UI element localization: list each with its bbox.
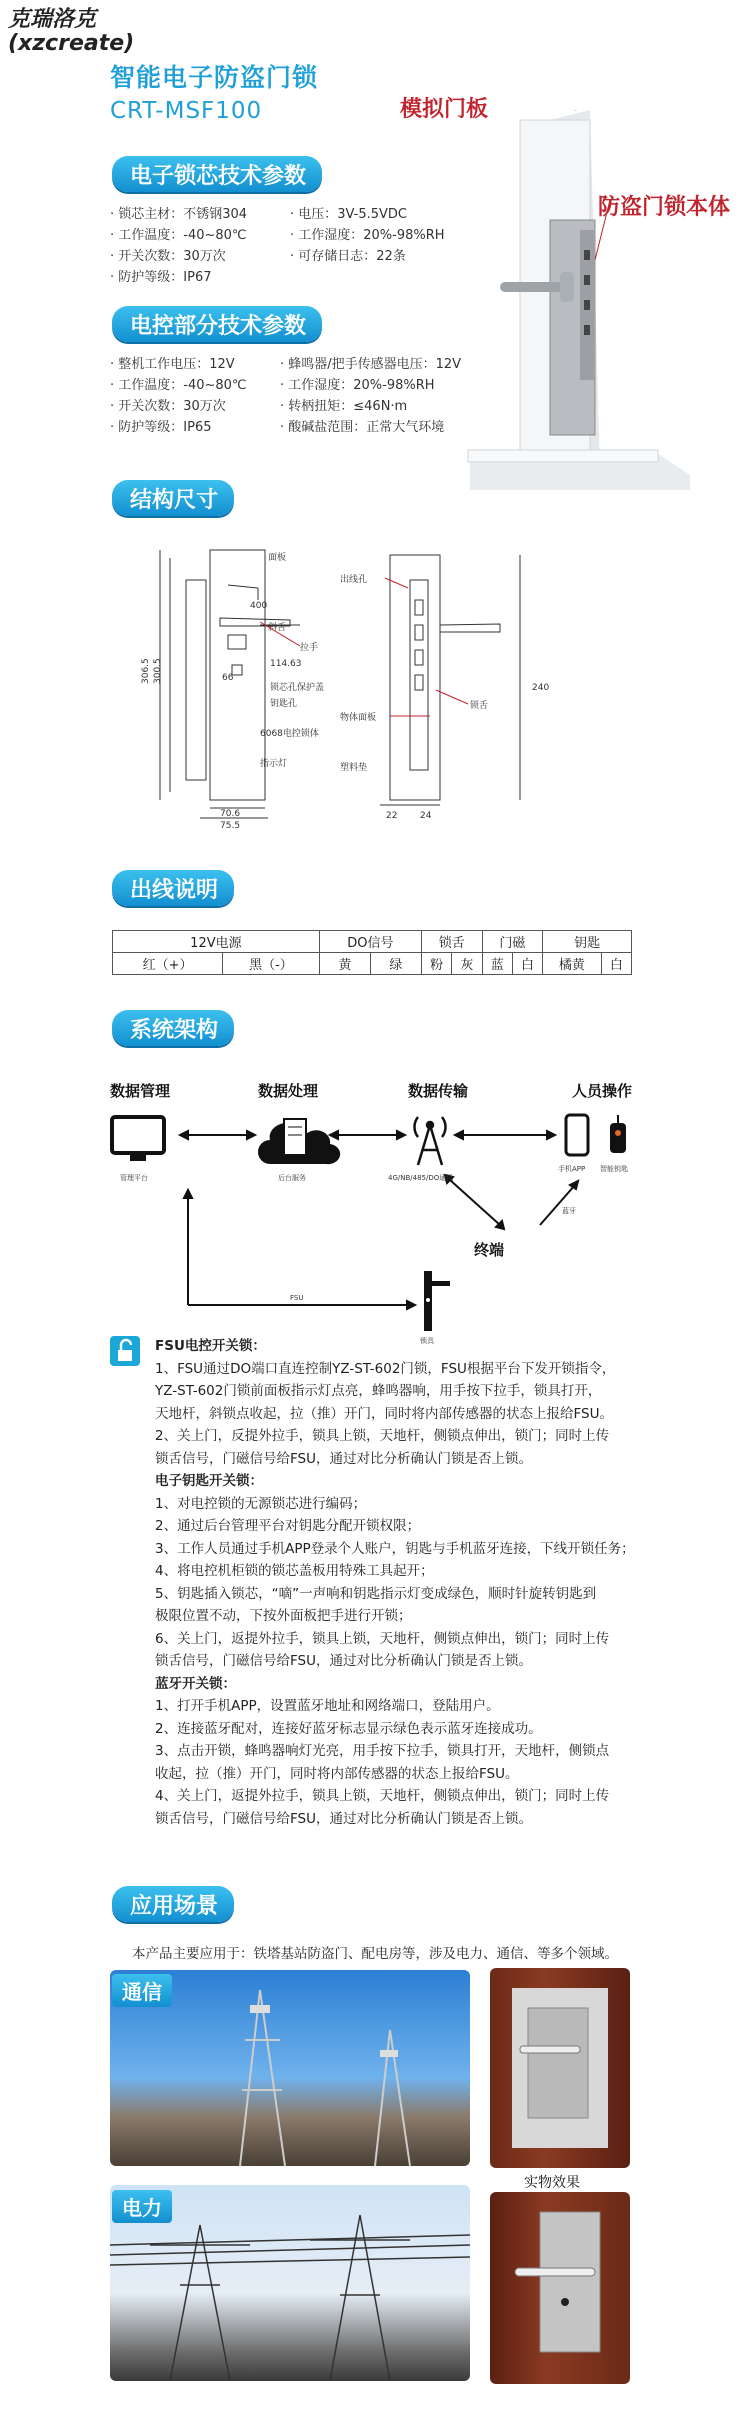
arch-col-data-proc: 数据处理 (258, 1082, 319, 1100)
spec-item: · 电压：3V-5.5VDC (290, 207, 408, 222)
table-cell: 蓝 (482, 953, 512, 975)
section-structure-heading: 结构尺寸 (112, 480, 234, 516)
arch-terminal-label: 终端 (474, 1241, 505, 1259)
spec-item: · 可存储日志：22条 (290, 249, 406, 264)
phone-icon (566, 1115, 588, 1155)
spec-item: · 酸碱盐范围：正常大气环境 (280, 420, 445, 435)
dim-label: 物体面板 (340, 713, 377, 723)
dim-label: 6068电控锁体 (260, 729, 319, 739)
control-specs-right (280, 354, 461, 438)
text-line: 5、钥匙插入锁芯，“嘀”一声响和钥匙指示灯变成绿色，顺时针旋转钥匙到 (155, 1585, 597, 1602)
arch-sub-label: 智能钥匙 (600, 1165, 628, 1173)
dimension-drawing (140, 540, 610, 830)
table-cell: 黄 (319, 953, 370, 975)
instructions (155, 1335, 715, 1830)
dim-label: 400 (250, 601, 268, 611)
dim-label: 240 (532, 683, 550, 693)
product-model: CRT-MSF100 (110, 98, 263, 124)
table-row (113, 931, 632, 953)
effect-caption: 实物效果 (524, 2175, 580, 2191)
text-line: 3、工作人员通过手机APP登录个人账户，钥匙与手机蓝牙连接，下线开锁任务； (155, 1540, 635, 1557)
table-header: 钥匙 (543, 931, 632, 953)
scene-intro: 本产品主要应用于：铁塔基站防盗门、配电房等，涉及电力、通信、等多个领域。 (132, 1946, 618, 1962)
core-specs-left (110, 204, 247, 288)
table-header: 锁舌 (421, 931, 482, 953)
lock-terminal-icon (424, 1271, 450, 1331)
dim-label: 75.5 (220, 821, 241, 830)
dim-label: 306.5 (141, 658, 151, 684)
arch-sub-label: 后台服务 (278, 1174, 306, 1182)
text-line: 2、关上门，反提外拉手，锁具上锁，天地杆，侧锁点伸出，锁门；同时上传 (155, 1428, 610, 1444)
brand-latin: (xzcreate) (8, 31, 135, 56)
arch-bt-label: 蓝牙 (562, 1207, 576, 1215)
dim-label: 22 (386, 811, 398, 821)
arch-sub-label: 手机APP (558, 1165, 586, 1173)
door-label: 模拟门板 (400, 97, 489, 122)
key-fob-icon (610, 1115, 626, 1153)
section-arch-heading: 系统架构 (112, 1010, 234, 1046)
spec-item: · 蜂鸣器/把手传感器电压：12V (280, 357, 462, 372)
wiring-table (112, 930, 632, 975)
table-cell: 白 (512, 953, 542, 975)
spec-item: · 整机工作电压：12V (110, 357, 235, 372)
key-title: 电子钥匙开关锁： (155, 1473, 263, 1489)
dim-label: 66 (222, 673, 234, 683)
section-wiring-heading: 出线说明 (112, 870, 234, 906)
table-header: 门磁 (482, 931, 543, 953)
table-cell: 黑（-） (223, 953, 320, 975)
spec-item: · 开关次数：30万次 (110, 249, 226, 264)
arch-sub-label: 4G/NB/485/DO通讯 (388, 1174, 454, 1182)
table-cell: 粉 (421, 953, 451, 975)
dim-label: 锁芯孔保护盖 (270, 683, 325, 693)
spec-item: · 转柄扭矩：≤46N·m (280, 399, 408, 414)
antenna-icon (414, 1117, 445, 1165)
door-lock-illustration (460, 110, 710, 490)
spec-item: · 工作温度：-40~80℃ (110, 228, 247, 243)
text-line: 1、打开手机APP，设置蓝牙地址和网络端口，登陆用户。 (155, 1698, 500, 1714)
section-scene-heading: 应用场景 (112, 1886, 234, 1922)
table-header: DO信号 (319, 931, 421, 953)
core-specs-right (290, 204, 445, 267)
spec-item: · 工作湿度：20%-98%RH (290, 228, 445, 243)
arch-col-operator: 人员操作 (572, 1082, 633, 1100)
text-line: 4、关上门，返提外拉手，锁具上锁，天地杆，侧锁点伸出，锁门；同时上传 (155, 1788, 610, 1804)
table-cell: 橘黄 (543, 953, 601, 975)
fsu-title: FSU电控开关锁： (155, 1338, 266, 1354)
bt-title: 蓝牙开关锁： (155, 1675, 236, 1692)
table-cell: 灰 (452, 953, 482, 975)
product-title: 智能电子防盗门锁 (110, 63, 319, 92)
table-row (113, 953, 632, 975)
dim-label: 24 (420, 811, 432, 821)
text-line: 3、点击开锁，蜂鸣器响灯光亮，用手按下拉手，锁具打开，天地杆，侧锁点 (155, 1743, 610, 1759)
dim-label: 114.63 (270, 659, 302, 669)
text-line: 收起，拉（推）开门，同时将内部传感器的状态上报给FSU。 (155, 1765, 519, 1782)
dim-label: 面板 (268, 553, 287, 563)
text-line: 极限位置不动，下按外面板把手进行开锁； (155, 1608, 412, 1624)
arch-fsu-label: FSU (290, 1294, 304, 1302)
section-core-heading: 电子锁芯技术参数 (112, 156, 322, 192)
dim-label: 300.5 (153, 658, 163, 684)
brand-logo (8, 8, 168, 56)
spec-item: · 防护等级：IP65 (110, 420, 212, 435)
text-line: 4、将电控机柜锁的锁芯盖板用特殊工具起开； (155, 1563, 434, 1579)
lock-label: 防盗门锁本体 (598, 195, 731, 220)
dim-label: 出线孔 (340, 575, 368, 585)
text-line: 锁舌信号，门磁信号给FSU，通过对比分析确认门锁是否上锁。 (155, 1810, 532, 1827)
text-line: YZ-ST-602门锁前面板指示灯点亮，蜂鸣器响，用手按下拉手，锁具打开， (155, 1383, 602, 1399)
spec-item: · 工作湿度：20%-98%RH (280, 378, 435, 393)
text-line: 天地杆，斜锁点收起，拉（推）开门，同时将内部传感器的状态上报给FSU。 (155, 1405, 613, 1422)
dim-label: 锁舌 (470, 701, 489, 711)
table-cell: 红（+） (113, 953, 223, 975)
text-line: 1、对电控锁的无源锁芯进行编码； (155, 1495, 367, 1512)
arch-sub-label: 锁具 (420, 1337, 434, 1345)
dim-label: 塑料垫 (340, 763, 368, 773)
scene-tag-telecom: 通信 (112, 1974, 172, 2007)
dim-label: 指示灯 (260, 759, 288, 769)
dim-label: 斜舌 (268, 623, 287, 633)
dim-label: 钥匙孔 (270, 699, 298, 709)
text-line: 2、通过后台管理平台对钥匙分配开锁权限； (155, 1518, 421, 1534)
unlock-icon (110, 1336, 140, 1366)
effect-photo-2 (490, 2192, 630, 2384)
arch-sub-label: 管理平台 (120, 1174, 148, 1182)
arch-diagram (100, 1105, 660, 1345)
arch-col-data-trans: 数据传输 (408, 1082, 469, 1100)
server-icon (258, 1119, 340, 1164)
monitor-icon (112, 1117, 164, 1161)
brand-name: 克瑞洛克 (8, 7, 97, 32)
scene-tag-power: 电力 (112, 2190, 172, 2223)
arch-col-data-mgmt: 数据管理 (110, 1082, 171, 1100)
section-control-heading: 电控部分技术参数 (112, 306, 322, 342)
text-line: 锁舌信号，门磁信号给FSU，通过对比分析确认门锁是否上锁。 (155, 1450, 532, 1467)
text-line: 锁舌信号，门磁信号给FSU，通过对比分析确认门锁是否上锁。 (155, 1653, 532, 1669)
text-line: 2、连接蓝牙配对，连接好蓝牙标志显示绿色表示蓝牙连接成功。 (155, 1720, 542, 1737)
effect-photo-1 (490, 1968, 630, 2168)
table-cell: 绿 (370, 953, 421, 975)
spec-item: · 开关次数：30万次 (110, 399, 226, 414)
table-header: 12V电源 (113, 931, 320, 953)
text-line: 6、关上门，返提外拉手，锁具上锁，天地杆，侧锁点伸出，锁门；同时上传 (155, 1630, 610, 1647)
dim-label: 70.6 (220, 809, 241, 819)
dim-label: 拉手 (300, 643, 319, 653)
spec-item: · 锁芯主材：不锈钢304 (110, 207, 248, 222)
control-specs-left (110, 354, 247, 438)
spec-item: · 工作温度：-40~80℃ (110, 378, 247, 393)
text-line: 1、FSU通过DO端口直连控制YZ-ST-602门锁，FSU根据平台下发开锁指令， (155, 1360, 616, 1377)
table-cell: 白 (601, 953, 631, 975)
spec-item: · 防护等级：IP67 (110, 270, 212, 285)
